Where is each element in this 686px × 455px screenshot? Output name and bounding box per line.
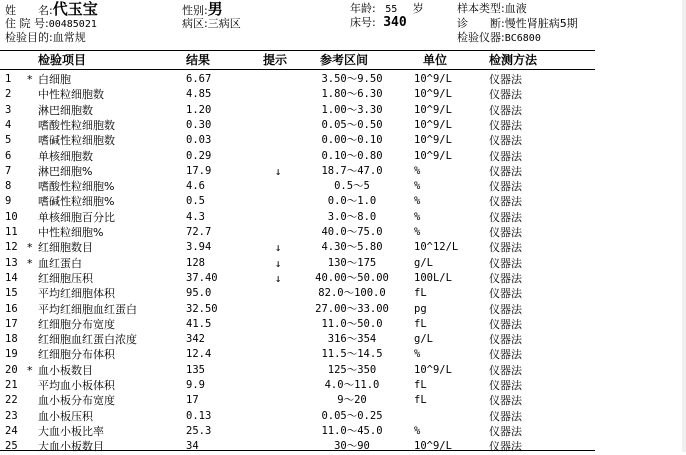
- test-result: 1.20: [186, 103, 212, 116]
- reference-range: 40.0～75.0: [321, 226, 383, 238]
- test-item-name: 中性粒细胞%: [38, 226, 104, 239]
- row-number: 25: [5, 440, 18, 453]
- test-result: 25.3: [186, 424, 212, 437]
- test-result: 37.40: [186, 271, 218, 284]
- result-unit: fL: [414, 394, 427, 407]
- test-result: 17.9: [186, 164, 212, 177]
- result-unit: %: [414, 424, 421, 437]
- reference-range: 4.30～5.80: [321, 241, 383, 254]
- test-item-name: 血小板分布宽度: [38, 394, 115, 408]
- window-edge: [682, 0, 686, 452]
- row-number: 24: [5, 424, 18, 437]
- required-marker: *: [27, 256, 33, 270]
- patient-name-label: 姓 名:: [5, 4, 53, 17]
- result-unit: %: [414, 195, 421, 208]
- table-row: [0, 409, 686, 425]
- col-header-reference: 参考区间: [320, 53, 369, 67]
- bed-number-label: 床号:: [350, 16, 376, 29]
- row-number: 21: [5, 379, 18, 391]
- ward-value: 三病区: [207, 17, 241, 30]
- reference-range: 11.0～45.0: [321, 424, 383, 437]
- result-unit: fL: [414, 379, 427, 391]
- patient-name-field: [5, 2, 98, 17]
- row-number: 15: [5, 287, 18, 300]
- reference-range: 125～350: [327, 363, 377, 376]
- row-number: 19: [5, 348, 18, 361]
- test-purpose-field: [5, 31, 86, 44]
- result-unit: fL: [414, 287, 427, 300]
- test-result: 0.29: [186, 149, 212, 162]
- diagnosis-label: 诊 断:: [457, 17, 505, 30]
- test-item-name: 红细胞分布宽度: [38, 317, 115, 331]
- table-row: [0, 149, 686, 165]
- inpatient-number-field: [5, 17, 97, 31]
- result-unit: 100L/L: [414, 271, 452, 284]
- row-number: 22: [5, 394, 18, 407]
- test-method: 仪器法: [489, 164, 522, 178]
- test-item-name: 单核细胞百分比: [38, 210, 115, 224]
- row-number: 18: [5, 333, 18, 346]
- result-unit: 10^9/L: [414, 440, 452, 453]
- result-unit: 10^9/L: [414, 103, 452, 116]
- required-marker: *: [27, 241, 33, 255]
- table-row: [0, 347, 686, 363]
- test-method: 仪器法: [489, 333, 522, 347]
- reference-range: 9～20: [337, 394, 367, 407]
- test-item-name: 嗜碱性粒细胞数: [38, 134, 115, 148]
- test-result: 12.4: [186, 348, 212, 361]
- test-result: 0.03: [186, 134, 212, 147]
- test-result: 9.9: [186, 379, 205, 391]
- reference-range: 3.50～9.50: [321, 73, 383, 85]
- test-method: 仪器法: [489, 287, 522, 301]
- test-method: 仪器法: [489, 440, 522, 454]
- patient-name-value: 代玉宝: [52, 0, 98, 18]
- test-item-name: 中性粒细胞数: [38, 88, 104, 102]
- table-row: [0, 286, 686, 302]
- col-header-result: 结果: [186, 53, 211, 67]
- result-unit: 10^9/L: [414, 73, 452, 85]
- test-item-name: 红细胞数目: [38, 241, 93, 255]
- reference-range: 27.00～33.00: [315, 302, 389, 315]
- header-bottom-rule: [0, 69, 595, 70]
- table-row: [0, 302, 686, 318]
- row-number: 1: [5, 73, 12, 85]
- test-result: 0.5: [186, 195, 205, 208]
- test-result: 135: [186, 363, 205, 376]
- test-result: 128: [186, 256, 205, 269]
- table-row: [0, 194, 686, 210]
- abnormal-flag: ↓: [274, 256, 282, 270]
- test-item-name: 血红蛋白: [38, 256, 82, 270]
- test-method: 仪器法: [489, 379, 522, 392]
- table-row: [0, 87, 686, 103]
- abnormal-flag: ↓: [274, 271, 282, 285]
- test-item-name: 平均红细胞体积: [38, 287, 115, 301]
- test-result: 0.30: [186, 118, 212, 131]
- result-unit: %: [414, 226, 421, 238]
- test-purpose-value: 血常规: [52, 31, 86, 44]
- reference-range: 316～354: [327, 333, 377, 346]
- test-method: 仪器法: [489, 256, 522, 270]
- result-unit: %: [414, 348, 421, 361]
- sex-label: 性别:: [182, 4, 208, 17]
- reference-range: 130～175: [327, 256, 377, 269]
- instrument-label: 检验仪器:: [457, 31, 505, 44]
- test-method: 仪器法: [489, 88, 522, 102]
- reference-range: 0.05～0.50: [321, 118, 383, 131]
- test-item-name: 嗜碱性粒细胞%: [38, 195, 115, 209]
- test-method: 仪器法: [489, 210, 522, 224]
- row-number: 14: [5, 271, 18, 284]
- test-item-name: 淋巴细胞数: [38, 103, 93, 117]
- row-number: 12: [5, 241, 18, 254]
- required-marker: *: [27, 73, 33, 86]
- table-row: [0, 225, 686, 241]
- result-unit: 10^9/L: [414, 134, 452, 147]
- result-unit: 10^9/L: [414, 88, 452, 101]
- table-row: [0, 103, 686, 119]
- test-method: 仪器法: [489, 195, 522, 209]
- sex-value: 男: [207, 0, 223, 18]
- inpatient-number-value: 00485021: [48, 19, 97, 30]
- table-row: [0, 317, 686, 333]
- test-result: 41.5: [186, 317, 212, 330]
- result-unit: %: [414, 210, 421, 223]
- result-unit: g/L: [414, 333, 433, 346]
- test-item-name: 单核细胞数: [38, 149, 93, 163]
- test-method: 仪器法: [489, 73, 522, 86]
- table-row: [0, 179, 686, 195]
- sample-type-label: 样本类型:: [457, 2, 505, 15]
- result-unit: 10^9/L: [414, 149, 452, 162]
- reference-range: 0.00～0.10: [321, 134, 383, 147]
- test-result: 4.6: [186, 180, 205, 193]
- age-value: 55: [385, 4, 398, 15]
- test-method: 仪器法: [489, 363, 522, 377]
- test-item-name: 红细胞血红蛋白浓度: [38, 333, 137, 347]
- result-unit: pg: [414, 302, 427, 315]
- result-unit: 10^12/L: [414, 241, 459, 254]
- row-number: 13: [5, 256, 18, 269]
- reference-range: 11.5～14.5: [321, 348, 383, 361]
- reference-range: 82.0～100.0: [318, 287, 386, 300]
- test-result: 0.13: [186, 409, 212, 422]
- row-number: 9: [5, 195, 12, 208]
- test-result: 342: [186, 333, 205, 346]
- reference-range: 0.0～1.0: [327, 195, 377, 208]
- test-result: 95.0: [186, 287, 212, 300]
- bed-number-field: [350, 16, 407, 29]
- reference-range: 0.10～0.80: [321, 149, 383, 162]
- table-row: [0, 72, 686, 88]
- result-unit: %: [414, 164, 421, 177]
- row-number: 8: [5, 180, 12, 193]
- abnormal-flag: ↓: [274, 241, 282, 255]
- test-result: 34: [186, 440, 199, 453]
- table-row: [0, 133, 686, 149]
- test-item-name: 大血小板比率: [38, 424, 104, 438]
- test-result: 6.67: [186, 73, 212, 85]
- test-item-name: 平均红细胞血红蛋白: [38, 302, 137, 316]
- table-row: [0, 439, 686, 455]
- test-result: 3.94: [186, 241, 212, 254]
- test-result: 17: [186, 394, 199, 407]
- test-method: 仪器法: [489, 180, 522, 194]
- sample-type-value: 血液: [504, 2, 527, 15]
- row-number: 11: [5, 226, 18, 238]
- test-method: 仪器法: [489, 241, 522, 255]
- row-number: 5: [5, 134, 12, 147]
- instrument-field: [457, 31, 541, 45]
- result-unit: 10^9/L: [414, 363, 452, 376]
- reference-range: 1.00～3.30: [321, 103, 383, 116]
- row-number: 2: [5, 88, 12, 101]
- test-item-name: 嗜酸性粒细胞%: [38, 180, 115, 194]
- result-unit: 10^9/L: [414, 118, 452, 131]
- row-number: 16: [5, 302, 18, 315]
- col-header-item: 检验项目: [38, 53, 87, 67]
- row-number: 7: [5, 164, 12, 177]
- test-item-name: 淋巴细胞%: [38, 164, 93, 178]
- reference-range: 40.00～50.00: [315, 271, 389, 284]
- test-method: 仪器法: [489, 103, 522, 117]
- test-method: 仪器法: [489, 394, 522, 408]
- reference-range: 0.5～5: [334, 180, 370, 193]
- table-row: [0, 332, 686, 348]
- reference-range: 0.05～0.25: [321, 409, 383, 422]
- col-header-flag: 提示: [263, 53, 288, 67]
- patient-sex-field: [182, 2, 223, 17]
- ward-label: 病区:: [182, 17, 208, 30]
- reference-range: 3.0～8.0: [327, 210, 377, 223]
- table-row: [0, 210, 686, 226]
- row-number: 23: [5, 409, 18, 422]
- result-unit: %: [414, 180, 421, 193]
- table-row: [0, 271, 686, 287]
- test-method: 仪器法: [489, 302, 522, 316]
- table-row: [0, 378, 686, 394]
- table-row: [0, 240, 686, 256]
- patient-age-field: [350, 2, 424, 16]
- test-item-name: 嗜酸性粒细胞数: [38, 118, 115, 132]
- row-number: 3: [5, 103, 12, 116]
- reference-range: 30～90: [334, 440, 370, 453]
- test-result: 32.50: [186, 302, 218, 315]
- test-method: 仪器法: [489, 149, 522, 163]
- test-method: 仪器法: [489, 226, 522, 239]
- test-item-name: 平均血小板体积: [38, 379, 115, 392]
- diagnosis-field: [457, 17, 578, 30]
- table-row: [0, 118, 686, 134]
- table-row: [0, 363, 686, 379]
- test-item-name: 血小板压积: [38, 409, 93, 423]
- test-item-name: 血小板数目: [38, 363, 93, 377]
- test-item-name: 红细胞压积: [38, 271, 93, 285]
- abnormal-flag: ↓: [274, 164, 282, 178]
- age-label: 年龄:: [350, 2, 376, 15]
- reference-range: 1.80～6.30: [321, 88, 383, 101]
- row-number: 6: [5, 149, 12, 162]
- table-row: [0, 164, 686, 180]
- bed-number-value: 340: [383, 15, 407, 30]
- test-method: 仪器法: [489, 118, 522, 132]
- table-row: [0, 256, 686, 272]
- reference-range: 4.0～11.0: [324, 379, 380, 391]
- required-marker: *: [27, 363, 33, 377]
- test-method: 仪器法: [489, 348, 522, 362]
- test-item-name: 大血小板数目: [38, 440, 104, 454]
- test-method: 仪器法: [489, 424, 522, 438]
- col-header-unit: 单位: [423, 53, 448, 67]
- test-method: 仪器法: [489, 409, 522, 423]
- reference-range: 11.0～50.0: [321, 317, 383, 330]
- test-result: 4.85: [186, 88, 212, 101]
- test-result: 72.7: [186, 226, 212, 238]
- test-result: 4.3: [186, 210, 205, 223]
- ward-field: [182, 17, 241, 30]
- result-unit: fL: [414, 317, 427, 330]
- row-number: 4: [5, 118, 12, 131]
- inpatient-number-label: 住 院 号:: [5, 17, 49, 30]
- test-method: 仪器法: [489, 317, 522, 331]
- test-item-name: 红细胞分布体积: [38, 348, 115, 362]
- row-number: 20: [5, 363, 18, 376]
- test-method: 仪器法: [489, 134, 522, 148]
- col-header-method: 检测方法: [489, 53, 538, 67]
- table-row: [0, 424, 686, 440]
- test-purpose-label: 检验目的:: [5, 31, 53, 44]
- instrument-value: BC6800: [504, 33, 541, 44]
- header-top-rule: [0, 50, 595, 51]
- reference-range: 18.7～47.0: [321, 164, 383, 177]
- test-method: 仪器法: [489, 271, 522, 285]
- row-number: 10: [5, 210, 18, 223]
- row-number: 17: [5, 317, 18, 330]
- diagnosis-value: 慢性肾脏病5期: [504, 17, 578, 30]
- age-unit: 岁: [412, 2, 424, 15]
- result-unit: g/L: [414, 256, 433, 269]
- test-item-name: 白细胞: [38, 73, 71, 86]
- sample-type-field: [457, 2, 527, 15]
- table-row: [0, 393, 686, 409]
